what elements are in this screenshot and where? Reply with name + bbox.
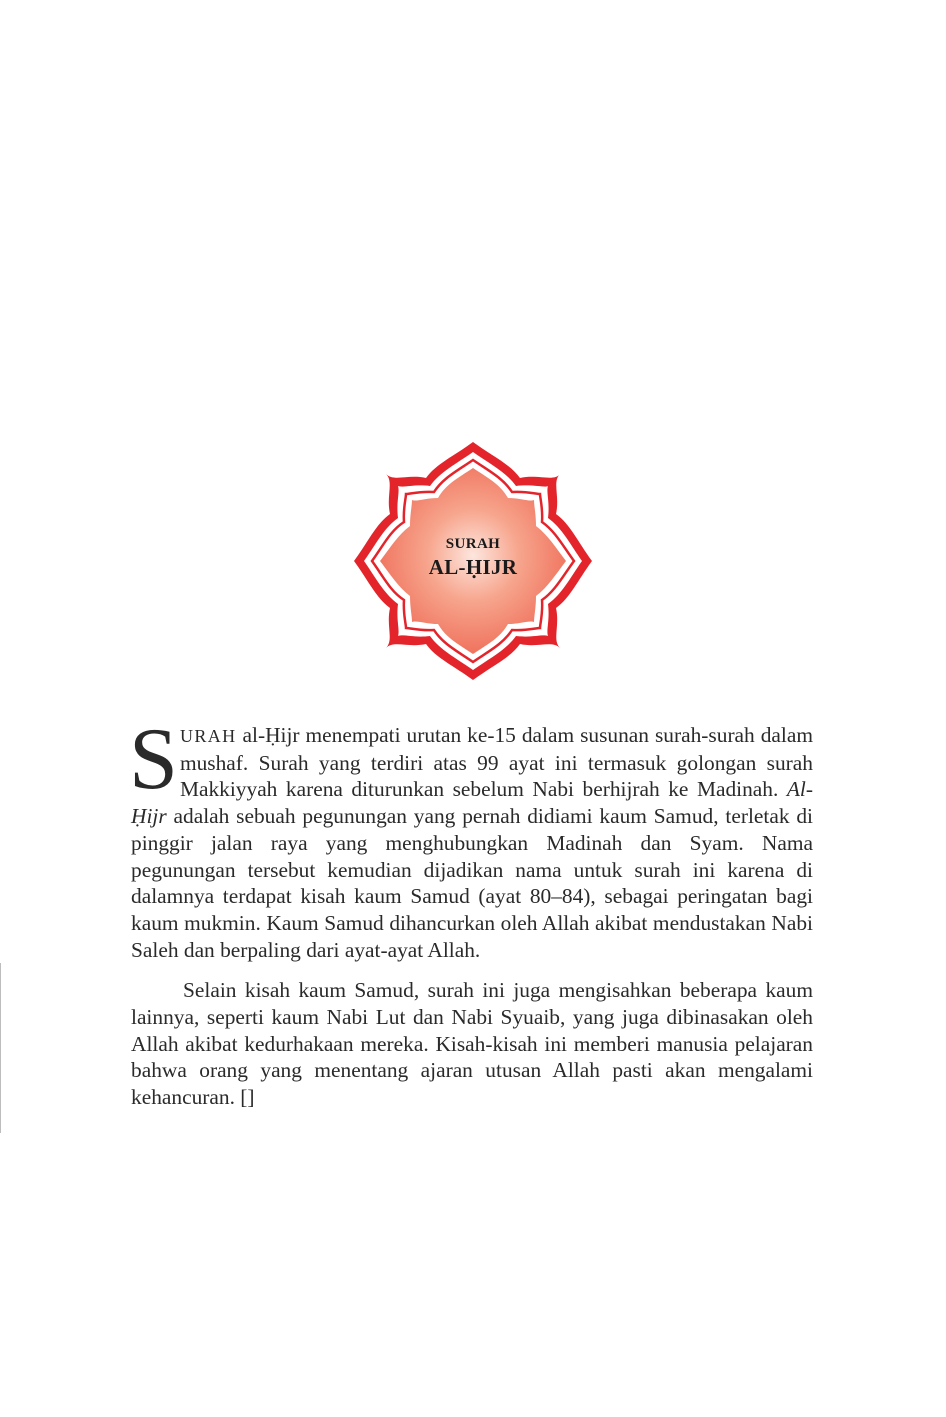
surah-title: AL-ḤIJR <box>428 555 518 579</box>
page-edge-rule <box>0 963 1 1133</box>
paragraph-second: Selain kisah kaum Samud, surah ini juga mengisahkan beberapa kaum lainnya, seperti kaum Nabi Lut dan Nabi Syuaib, yang juga dibinasakan oleh Allah akibat kedurhakaan mereka. Kisah-kisah ini memberi manusia pelajaran bahwa orang yang menentang ajaran utusan Allah pasti akan mengalami kehancuran. [] <box>131 978 813 1110</box>
paragraph-intro-text-b: adalah sebuah pegunungan yang pernah didiami kaum Samud, terletak di pinggir jalan raya yang menghubungkan Madinah dan Syam. Nama pegunungan tersebut kemudian dijadikan nama untuk surah ini karena di dalamnya terdapat kisah kaum Samud (ayat 80–84), sebagai peringatan bagi kaum mukmin. Kaum Samud dihancurkan oleh Allah akibat mendustakan Nabi Saleh dan berpaling dari ayat-ayat Allah. <box>131 804 813 962</box>
surah-emblem <box>350 438 596 684</box>
article-body <box>129 711 813 1111</box>
paragraph-intro-text-a: al-Ḥijr menempati urutan ke-15 dalam susunan surah-surah dalam mushaf. Surah yang terdiri atas 99 ayat ini termasuk golongan surah Makkiyyah karena diturunkan sebelum Nabi berhijrah ke Madinah. <box>179 723 813 802</box>
drop-cap: S <box>129 711 178 808</box>
paragraph-intro <box>129 711 813 963</box>
emblem-text-block <box>350 438 596 684</box>
lead-in-small-caps: URAH <box>179 726 237 746</box>
surah-label: SURAH <box>445 536 501 552</box>
italic-term: Al-Ḥijr <box>131 777 813 829</box>
